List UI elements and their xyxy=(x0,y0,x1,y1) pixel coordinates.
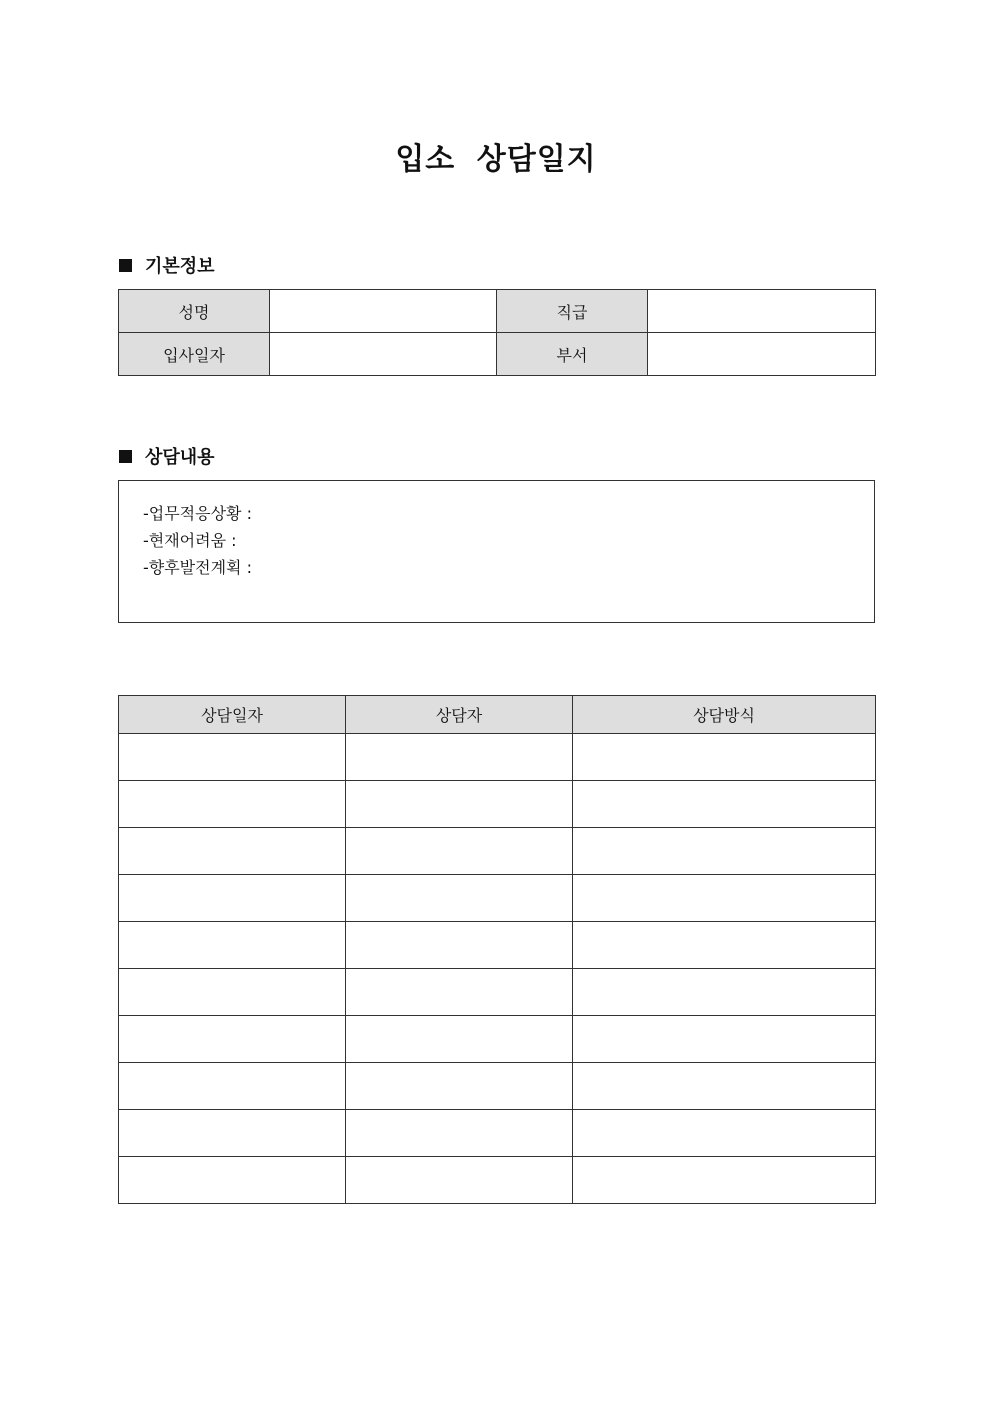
section-heading-label: 기본정보 xyxy=(145,256,215,277)
consultation-date-header: 상담일자 xyxy=(119,696,346,734)
consultation-content-box[interactable] xyxy=(118,480,875,623)
counselor-cell[interactable] xyxy=(346,1110,573,1157)
consultation-date-cell[interactable] xyxy=(119,922,346,969)
consultation-method-header: 상담방식 xyxy=(573,696,876,734)
table-row xyxy=(119,1157,876,1204)
consultation-method-cell[interactable] xyxy=(573,1063,876,1110)
department-label: 부서 xyxy=(497,333,648,376)
position-field[interactable] xyxy=(648,290,876,333)
consultation-method-cell[interactable] xyxy=(573,875,876,922)
table-row xyxy=(119,922,876,969)
name-label: 성명 xyxy=(119,290,270,333)
consultation-method-cell[interactable] xyxy=(573,781,876,828)
consultation-method-cell[interactable] xyxy=(573,1110,876,1157)
counselor-header: 상담자 xyxy=(346,696,573,734)
counselor-cell[interactable] xyxy=(346,875,573,922)
consultation-method-cell[interactable] xyxy=(573,734,876,781)
section-heading-label: 상담내용 xyxy=(145,447,215,468)
position-label: 직급 xyxy=(497,290,648,333)
current-difficulties-line: -현재어려움 : xyxy=(143,531,237,550)
consultation-date-cell[interactable] xyxy=(119,969,346,1016)
consultation-date-cell[interactable] xyxy=(119,1110,346,1157)
table-row xyxy=(119,781,876,828)
name-field[interactable] xyxy=(270,290,497,333)
work-adaptation-line: -업무적응상황 : xyxy=(143,504,252,523)
counselor-cell[interactable] xyxy=(346,922,573,969)
table-row xyxy=(119,1016,876,1063)
counselor-cell[interactable] xyxy=(346,1157,573,1204)
table-row xyxy=(119,1063,876,1110)
counselor-cell[interactable] xyxy=(346,734,573,781)
consultation-date-cell[interactable] xyxy=(119,1157,346,1204)
counselor-cell[interactable] xyxy=(346,828,573,875)
basic-info-table xyxy=(118,289,876,376)
section-heading-basic-info xyxy=(119,252,215,278)
consultation-method-cell[interactable] xyxy=(573,969,876,1016)
table-row xyxy=(119,969,876,1016)
table-row xyxy=(119,828,876,875)
consultation-date-cell[interactable] xyxy=(119,828,346,875)
page-title: 입소 상담일지 xyxy=(395,142,597,177)
consultation-method-cell[interactable] xyxy=(573,922,876,969)
section-heading-consultation-content xyxy=(119,443,215,469)
consultation-date-cell[interactable] xyxy=(119,1016,346,1063)
table-row xyxy=(119,734,876,781)
consultation-method-cell[interactable] xyxy=(573,1016,876,1063)
table-header-row xyxy=(119,696,876,734)
table-row xyxy=(119,875,876,922)
square-bullet-icon xyxy=(119,450,132,463)
consultation-date-cell[interactable] xyxy=(119,1063,346,1110)
counselor-cell[interactable] xyxy=(346,781,573,828)
square-bullet-icon xyxy=(119,259,132,272)
counselor-cell[interactable] xyxy=(346,969,573,1016)
consultation-method-cell[interactable] xyxy=(573,1157,876,1204)
hire-date-field[interactable] xyxy=(270,333,497,376)
consultation-method-cell[interactable] xyxy=(573,828,876,875)
department-field[interactable] xyxy=(648,333,876,376)
consultation-log-table xyxy=(118,695,876,1204)
counselor-cell[interactable] xyxy=(346,1063,573,1110)
consultation-date-cell[interactable] xyxy=(119,875,346,922)
counselor-cell[interactable] xyxy=(346,1016,573,1063)
consultation-date-cell[interactable] xyxy=(119,781,346,828)
table-row xyxy=(119,1110,876,1157)
consultation-date-cell[interactable] xyxy=(119,734,346,781)
future-development-plan-line: -향후발전계획 : xyxy=(143,558,252,577)
consultation-content-lines xyxy=(143,500,252,581)
hire-date-label: 입사일자 xyxy=(119,333,270,376)
